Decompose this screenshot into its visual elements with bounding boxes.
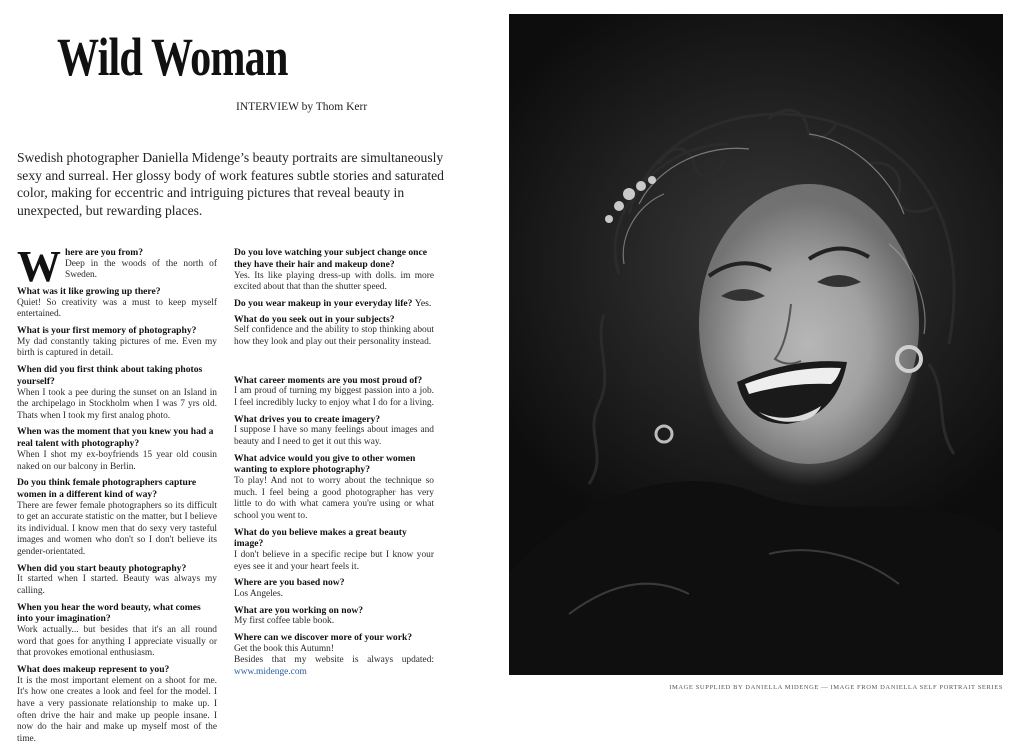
question: What are you working on now? [234,604,364,616]
question: What was it like growing up there? [17,285,161,297]
answer: When I shot my ex-boyfriends 15 year old cousin naked on our balcony in Berlin. [17,449,217,472]
qa-item [234,605,434,628]
qa-item [234,247,434,294]
photo-caption: IMAGE SUPPLIED BY DANIELLA MIDENGE — IMAGE FROM DANIELLA SELF PORTRAIT SERIES [669,684,1003,691]
answer: Self confidence and the ability to stop thinking about how they look and play out their personality instead. [234,325,434,347]
answer: There are fewer female photographers so its difficult to get an accurate statistic on the matter, but I believe its individual. I know men that do sexy very tasteful images and women who don't so I don't believe its gender-orientated. [17,500,217,558]
interview-column-1 [17,242,217,749]
question [234,298,434,310]
answer-website [234,655,434,678]
qa-item [17,364,217,422]
answer: Los Angeles. [234,589,283,600]
question: Where are you based now? [234,577,345,589]
answer: When I took a pee during the sunset on an Island in the archipelago in Stockholm when I was 7 yrs old. Thats when I took my first analog photo. [17,387,217,421]
answer: To play! And not to worry about the technique so much. I feel being a good photographer has very little to do with what camera you're using or what school you went to. [234,476,434,521]
interview-column-2 [234,247,434,683]
question: When was the moment that you knew you had a real talent with photography? [17,426,214,450]
qa-list-1 [17,286,217,745]
qa-item [234,527,434,574]
question: What drives you to create imagery? [234,413,381,425]
answer: Work actually... but besides that it's an all round word that goes for anything I appreciate visually or that provokes emotional enthusiasm. [17,625,217,659]
question: What do you believe makes a great beauty image? [234,526,407,550]
question: When did you start beauty photography? [17,562,187,574]
qa-last [234,632,434,679]
question: What do you seek out in your subjects? [234,313,395,325]
question: What advice would you give to other women wanting to explore photography? [234,452,416,476]
answer: My first coffee table book. [234,616,335,627]
question: Where can we discover more of your work? [234,632,413,644]
answer: I suppose I have so many feelings about images and beauty and I need to get it out this way. [234,425,434,447]
qa-item [17,602,217,660]
answer-inline: Yes. [414,297,432,309]
portrait-illustration [509,14,1003,675]
qa-item [17,426,217,473]
answer: I don't believe in a specific recipe but I know your eyes see it and your heart feels it. [234,550,434,572]
question: What does makeup represent to you? [17,664,170,676]
question: here are you from? [65,247,144,258]
qa-item [17,325,217,360]
answer: It is the most important element on a shoot for me. It's how one creates a look and feel for the model. I have a very passionate relationship to make up. I often drive the hair and make up people insane. I now do the hair and make up myself most of the time. [17,675,217,744]
answer: Deep in the woods of the north of Sweden. [65,258,217,281]
question: What career moments are you most proud of? [234,374,423,386]
answer: I am proud of turning my biggest passion into a job. I feel incredibly lucky to enjoy what I do for a living. [234,386,434,408]
question-text: Do you wear makeup in your everyday life? [234,297,413,309]
qa-inline [234,298,434,310]
qa-item [17,286,217,321]
byline: INTERVIEW by Thom Kerr [236,101,368,113]
question: When you hear the word beauty, what comes into your imagination? [17,601,201,625]
intro-paragraph: Swedish photographer Daniella Midenge’s beauty portraits are simultaneously sexy and surreal. Her glossy body of work features subtle stories and saturated color, making for eccentric and intriguing pictures that reveal beauty in unexpected, but rewarding places. [17,150,444,218]
qa-list-2-bottom [234,375,434,629]
portrait-photo [509,14,1003,675]
qa-item [17,563,217,598]
qa-item [17,664,217,745]
answer: Quiet! So creativity was a must to keep myself entertained. [17,297,217,320]
qa-item [234,577,434,600]
drop-cap: W [17,242,61,291]
question: When did you first think about taking photos yourself? [17,363,203,387]
answer: My dad constantly taking pictures of me. Even my birth is captured in detail. [17,336,217,359]
answer: Yes. Its like playing dress-up with dolls. im more excited about that than the shutter speed. [234,270,434,293]
qa-item [234,414,434,449]
qa-list-2-top [234,247,434,294]
answer: Get the book this Autumn! [234,643,334,654]
qa-item [234,314,434,349]
qa-item [17,477,217,559]
question: Do you think female photographers capture women in a different kind of way? [17,477,197,500]
qa-item [234,453,434,523]
question: Do you love watching your subject change once they have their hair and makeup done? [234,247,428,270]
qa-list-2-mid [234,314,434,349]
article-title: Wild Woman [57,27,288,87]
qa-item [234,375,434,410]
question: What is your first memory of photography? [17,324,197,336]
website-prefix: Besides that my website is always updated: [234,655,434,666]
website-link[interactable]: www.midenge.com [234,667,307,678]
answer: It started when I started. Beauty was always my calling. [17,574,217,597]
